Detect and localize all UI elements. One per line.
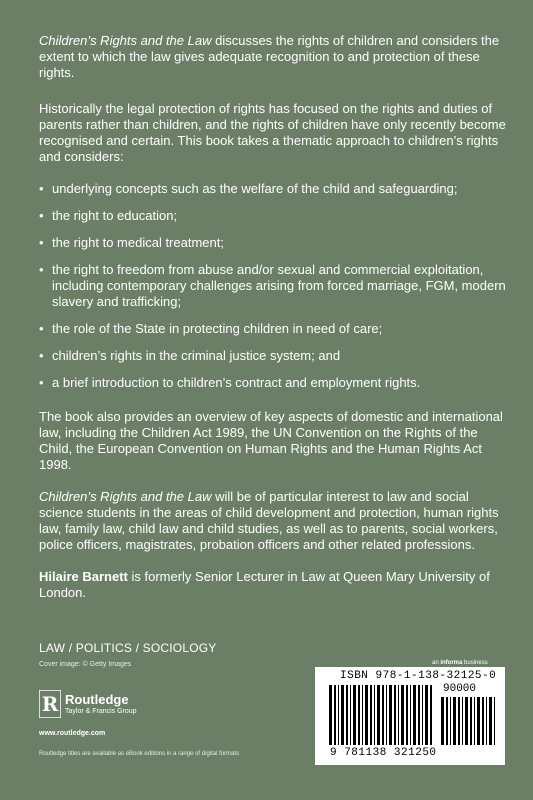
barcode-bar [377,685,380,745]
list-item: • children’s rights in the criminal justice system; and [39,348,509,364]
barcode [315,667,505,765]
list-item: • underlying concepts such as the welfare of the child and safeguarding; [39,181,509,197]
subject-category: LAW / POLITICS / SOCIOLOGY [39,641,217,655]
barcode-bar [401,685,404,745]
barcode-bar [410,685,411,745]
publisher-website: www.routledge.com [39,730,106,737]
publisher-logo [39,690,137,718]
barcode-bar [350,685,351,745]
svg-text:R: R [41,692,59,716]
barcode-bar [446,697,448,745]
barcode-bar [370,685,372,745]
author-bio: Hilaire Barnett is formerly Senior Lecturer in Law at Queen Mary University of London. [39,569,490,600]
cover-image-credit: Cover image: © Getty Images [39,661,132,668]
ean-digits: 9 781138 321250 [330,747,437,759]
list-item: • a brief introduction to children’s contract and employment rights. [39,375,509,391]
barcode-bar [453,697,456,745]
barcode-bar [441,697,444,745]
book-title-inline: Children’s Rights and the Law [39,489,212,504]
barcode-bar [482,697,484,745]
routledge-logo-icon [39,690,61,718]
list-item: • the role of the State in protecting children in need of care; [39,321,509,337]
barcode-bar [406,685,408,745]
publisher-group: Taylor & Francis Group [65,707,137,715]
barcode-bar [382,685,384,745]
list-item: • the right to education; [39,208,509,224]
barcode-bar [474,697,475,745]
barcode-bar [329,685,332,745]
barcode-bar [346,685,348,745]
barcode-bar [425,685,428,745]
barcode-bar [494,697,495,745]
barcode-bar [365,685,368,745]
barcode-bar [458,697,460,745]
book-title-inline: Children’s Rights and the Law [39,33,212,48]
blurb-paragraph-4: Children’s Rights and the Law will be of particular interest to law and social science students in the areas of child development and protection, human rights law, family law, child law and child studies, as well as to parents, social workers, police officers, magistrates, probation officers and other related professions. [39,489,499,552]
barcode-bar [450,697,451,745]
list-item: • the right to freedom from abuse and/or sexual and commercial exploitation, including contemporary challenges arising from forced marriage, FGM, modern slavery and trafficking; [39,262,509,310]
barcode-bar [418,685,420,745]
barcode-bar [358,685,360,745]
blurb-paragraph-3: The book also provides an overview of key aspects of domestic and international law, including the Children Act 1989, the UN Convention on the Rights of the Child, the European Convention on Human Rights and the Human Rights Act 1998. [39,409,503,472]
barcode-bar [334,685,336,745]
blurb-paragraph-2: Historically the legal protection of rights has focused on the rights and duties of parents rather than children, and the rights of children have only recently become recognised and certain. This book takes a thematic approach to children’s rights and considers: [39,101,506,164]
barcode-bar [413,685,416,745]
barcode-bar [341,685,344,745]
barcode-bar [398,685,399,745]
ebook-note: Routledge titles are available as eBook editions in a range of digital formats [39,751,240,757]
author-name: Hilaire Barnett [39,569,128,584]
barcode-bar [486,697,487,745]
barcode-bar [386,685,387,745]
barcode-bar [430,685,432,745]
price-addon-label: 90000 [443,683,477,695]
topics-list [39,181,509,391]
barcode-bar [489,697,492,745]
barcode-bar [422,685,423,745]
barcode-bar [465,697,468,745]
barcode-bar [362,685,363,745]
barcode-bar [477,697,480,745]
barcode-bar [394,685,396,745]
blurb [39,33,509,617]
blurb-paragraph-1: Children’s Rights and the Law discusses the rights of children and considers the extent to which the law gives adequate recognition to and protection of these rights. [39,33,500,80]
barcode-bar [470,697,472,745]
barcode-bar [374,685,375,745]
barcode-bar [338,685,339,745]
barcode-bar [353,685,356,745]
barcode-bar [462,697,463,745]
informa-tagline: an informa business [432,660,488,666]
publisher-name: Routledge [65,691,129,707]
barcode-bar [389,685,392,745]
list-item: • the right to medical treatment; [39,235,509,251]
isbn-label: ISBN 978-1-138-32125-0 [340,670,497,682]
